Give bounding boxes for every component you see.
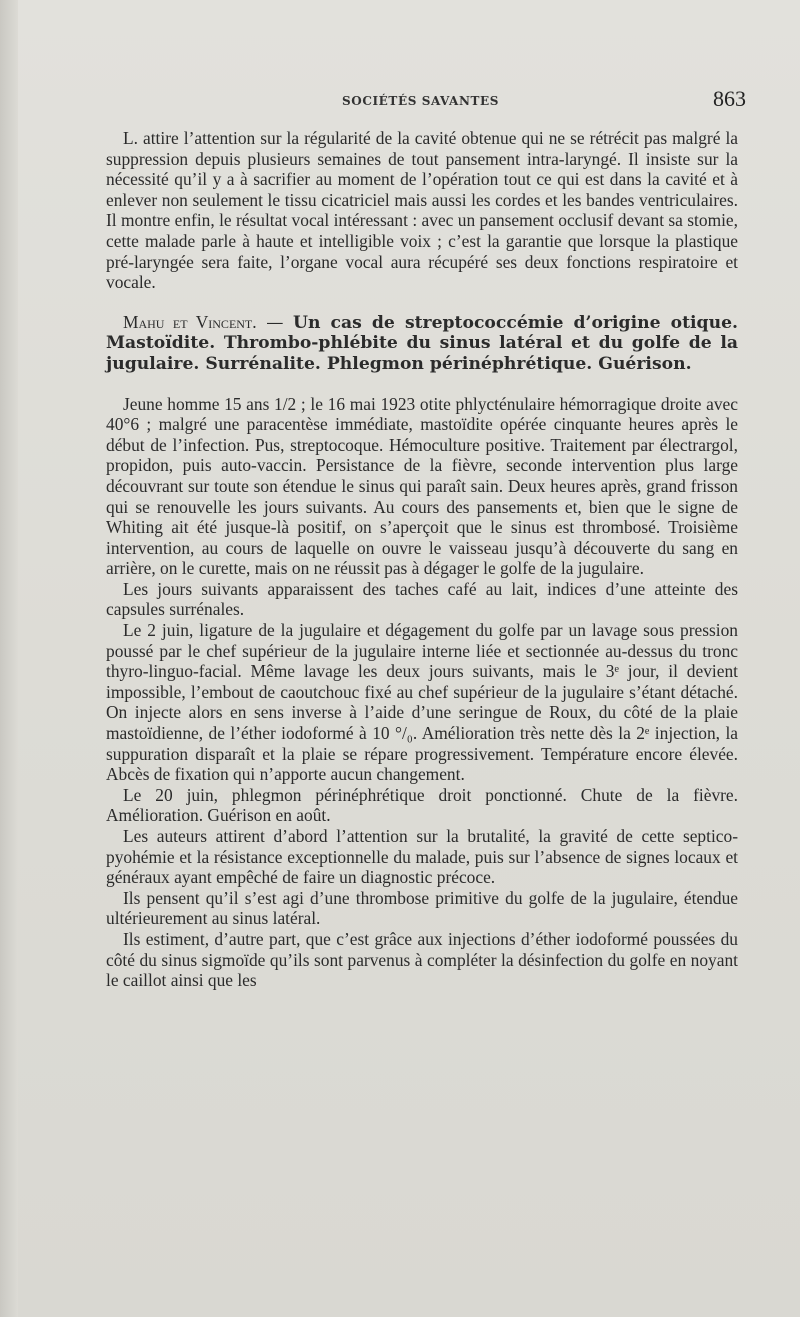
section-heading — [106, 312, 738, 375]
paragraph: Les jours suivants apparaissent des taches café au lait, indices d’une atteinte des capsules surrénales. — [106, 578, 738, 620]
section-dash: — — [256, 312, 293, 333]
running-header — [106, 86, 746, 112]
paragraph: Jeune homme 15 ans 1/2 ; le 16 mai 1923 otite phlycténulaire hémorragique droite avec 40°6 ; malgré une paracentèse immédiate, mastoïdite opérée cinquante heures après le début de l’infection. Pus, streptocoque. Hémoculture positive. Traitement par électrargol, propidon, puis auto-vaccin. Persistance de la fièvre, seconde intervention plus large découvrant sur toute son étendue le sinus qui paraît sain. Deux heures après, grand frisson qui se renouvelle les jours suivants. Au cours des pansements et, bien que le signe de Whiting ait été jusque-là positif, on s’aperçoit que le sinus est thrombosé. Troisième intervention, au cours de laquelle on ouvre le vaisseau jusqu’à découverte du sang en arrière, on le curette, mais on ne réussit pas à dégager le golfe de la jugulaire. — [106, 393, 738, 579]
running-head-title: SOCIÉTÉS SAVANTES — [342, 94, 500, 108]
section-title: Un cas de streptococcémie d’origine otique. Mastoïdite. Thrombo-phlébite du sinus latéral et du golfe de la jugulaire. Surrénalite. Phlegmon périnéphrétique. Guérison. — [106, 312, 738, 374]
paragraph: Ils pensent qu’il s’est agi d’une thrombose primitive du golfe de la jugulaire, étendue ultérieurement au sinus latéral. — [106, 887, 738, 929]
paragraph: Les auteurs attirent d’abord l’attention sur la brutalité, la gravité de cette septico-pyohémie et la résistance exceptionnelle du malade, puis sur l’absence de signes locaux et généraux ayant empêché de faire un diagnostic précoce. — [106, 826, 738, 888]
section-authors: Mahu et Vincent. — [123, 311, 257, 332]
body-text — [106, 128, 738, 991]
case-report — [106, 394, 738, 991]
page-number: 863 — [713, 86, 746, 111]
paragraph: Le 20 juin, phlegmon périnéphrétique droit ponctionné. Chute de la fièvre. Amélioration. Guérison en août. — [106, 784, 738, 826]
page-edge-shadow — [0, 0, 18, 1317]
paragraph: Le 2 juin, ligature de la jugulaire et dégagement du golfe par un lavage sous pression poussé par le chef supérieur de la jugulaire interne liée et sectionnée au-dessus du tronc thyro-linguo-facial. Même lavage les deux jours suivants, mais le 3ᵉ jour, il devient impossible, l’embout de caoutchouc fixé au chef supérieur de la jugulaire s’étant détaché. On injecte alors en sens inverse à l’aide d’une seringue de Roux, du côté de la plaie mastoïdienne, de l’éther iodoformé à 10 °/₀. Amélioration très nette dès la 2ᵉ injection, la suppuration disparaît et la plaie se répare progressivement. Température encore élevée. Abcès de fixation qui n’apporte aucun changement. — [106, 620, 738, 785]
paragraph: L. attire l’attention sur la régularité de la cavité obtenue qui ne se rétrécit pas malgré la suppression depuis plusieurs semaines de tout pansement intra-laryngé. Il insiste sur la nécessité qu’il y a à sacrifier au moment de l’opération tout ce qui est dans la cavité et à enlever non seulement le tissu cicatriciel mais aussi les cordes et les bandes ventriculaires. Il montre enfin, le résultat vocal intéressant : avec un pansement occlusif devant sa stomie, cette malade parle à haute et intelligible voix ; c’est la garantie que lorsque la plastique pré-laryngée sera faite, l’organe vocal aura récupéré ses deux fonctions respiratoire et vocale. — [106, 128, 738, 293]
paragraph: Ils estiment, d’autre part, que c’est grâce aux injections d’éther iodoformé poussées du côté du sinus sigmoïde qu’ils sont parvenus à compléter la désinfection du golfe en noyant le caillot ainsi que les — [106, 928, 738, 991]
